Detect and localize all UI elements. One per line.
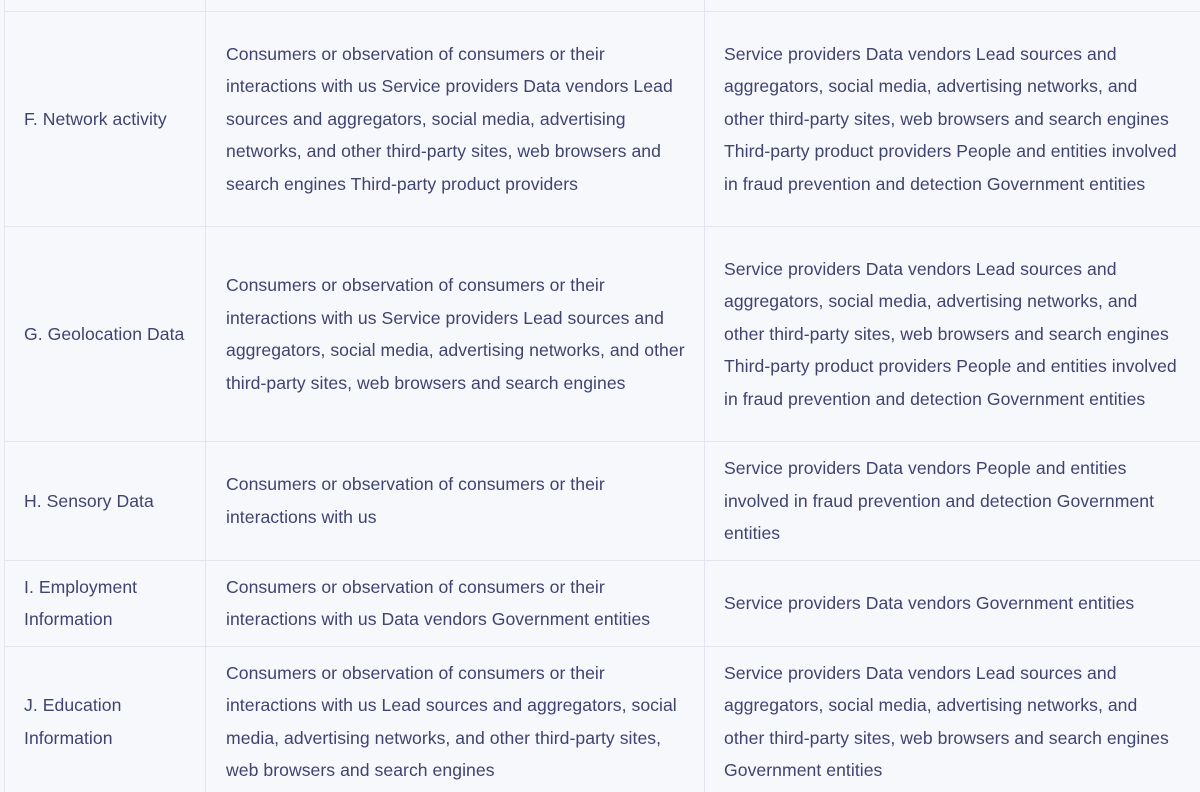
table-row-education-information (5, 646, 1200, 792)
table-row-network-activity (5, 12, 1200, 227)
sources-cell: Consumers or observation of consumers or their interactions with us Service providers Data vendors Lead sources and aggregators, social media, advertising networks, and other third-party sites, web browsers and search engines Third-party product providers (206, 12, 705, 227)
table-cell-empty (5, 0, 206, 12)
table-cell-empty (206, 0, 705, 12)
table-row-employment-information (5, 560, 1200, 646)
sources-cell: Consumers or observation of consumers or their interactions with us Service providers Lead sources and aggregators, social media, advertising networks, and other third-party sites, web browsers and search engines (206, 227, 705, 442)
category-cell: G. Geolocation Data (5, 227, 206, 442)
sources-cell: Consumers or observation of consumers or their interactions with us Lead sources and aggregators, social media, advertising networks, and other third-party sites, web browsers and search engines (206, 646, 705, 792)
recipients-cell: Service providers Data vendors Lead sources and aggregators, social media, advertising networks, and other third-party sites, web browsers and search engines Government entities (705, 646, 1200, 792)
recipients-cell: Service providers Data vendors Lead sources and aggregators, social media, advertising networks, and other third-party sites, web browsers and search engines Third-party product providers People and entities involved in fraud prevention and detection Government entities (705, 12, 1200, 227)
data-disclosure-table (4, 0, 1200, 792)
recipients-cell: Service providers Data vendors Lead sources and aggregators, social media, advertising networks, and other third-party sites, web browsers and search engines Third-party product providers People and entities involved in fraud prevention and detection Government entities (705, 227, 1200, 442)
category-cell: F. Network activity (5, 12, 206, 227)
category-cell: J. Education Information (5, 646, 206, 792)
table-row-sensory-data (5, 442, 1200, 561)
sources-cell: Consumers or observation of consumers or their interactions with us Data vendors Government entities (206, 560, 705, 646)
recipients-cell: Service providers Data vendors People and entities involved in fraud prevention and detection Government entities (705, 442, 1200, 561)
recipients-cell: Service providers Data vendors Government entities (705, 560, 1200, 646)
table-row-partial-top (5, 0, 1200, 12)
category-cell: H. Sensory Data (5, 442, 206, 561)
table-cell-empty (705, 0, 1200, 12)
table-row-geolocation-data (5, 227, 1200, 442)
sources-cell: Consumers or observation of consumers or their interactions with us (206, 442, 705, 561)
category-cell: I. Employment Information (5, 560, 206, 646)
